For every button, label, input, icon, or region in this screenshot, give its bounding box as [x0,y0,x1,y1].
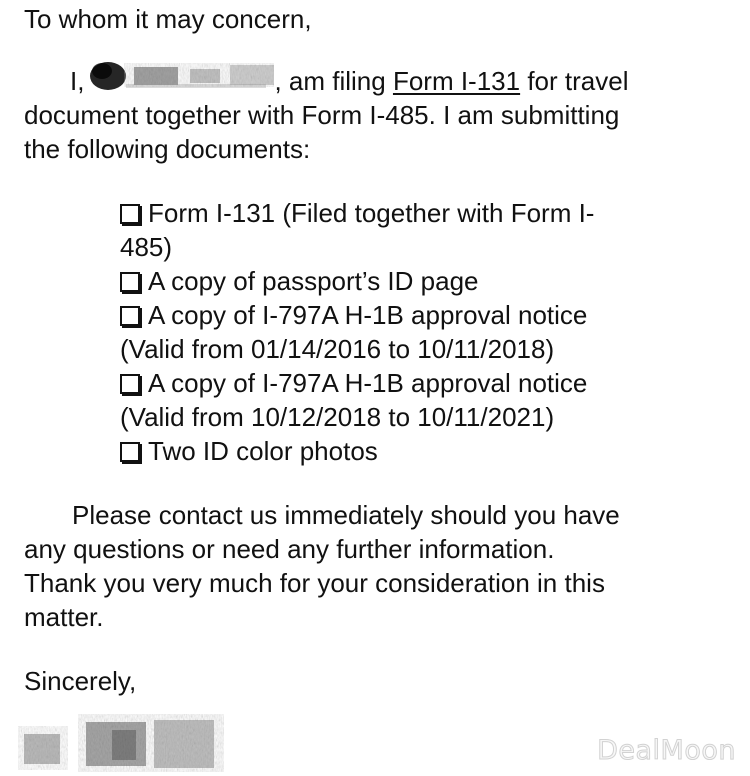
document-item-label: A copy of I-797A H-1B approval notice [148,300,588,330]
salutation: To whom it may concern, [24,4,312,34]
form-i131-link: Form I-131 [392,66,521,96]
name-redaction [86,56,280,94]
checkbox-icon [120,442,140,462]
checkbox-icon [120,374,140,394]
document-item-3 [120,298,587,332]
intro-pronoun: I, [70,66,85,96]
closing-line-3: Thank you very much for your consideration in this [24,568,605,598]
signature-redaction [16,712,224,776]
intro-line-2: document together with Form I-485. I am submitting [24,100,620,130]
document-item-4-continuation: (Valid from 10/12/2018 to 10/11/2021) [120,402,555,432]
intro-after-name: , am filing [274,66,393,96]
document-item-label: A copy of I-797A H-1B approval notice [148,368,588,398]
document-item-1 [120,196,594,230]
document-item-label: Form I-131 (Filed together with Form I- [148,198,595,228]
checkbox-icon [120,306,140,326]
document-item-5 [120,434,378,468]
closing-line-4: matter. [24,602,104,632]
checkbox-icon [120,204,140,224]
dealmoon-watermark: DealMoon [597,735,736,766]
intro-line-3: the following documents: [24,134,311,164]
document-item-1-continuation: 485) [120,232,173,262]
signoff: Sincerely, [24,666,137,696]
closing-line-1: Please contact us immediately should you have [72,500,620,530]
document-item-label: Two ID color photos [148,436,378,466]
document-item-4 [120,366,587,400]
intro-line1-rest: for travel [520,66,629,96]
document-item-3-continuation: (Valid from 01/14/2016 to 10/11/2018) [120,334,555,364]
document-item-2 [120,264,479,298]
document-item-label: A copy of passport’s ID page [148,266,479,296]
checkbox-icon [120,272,140,292]
closing-line-2: any questions or need any further information. [24,534,555,564]
